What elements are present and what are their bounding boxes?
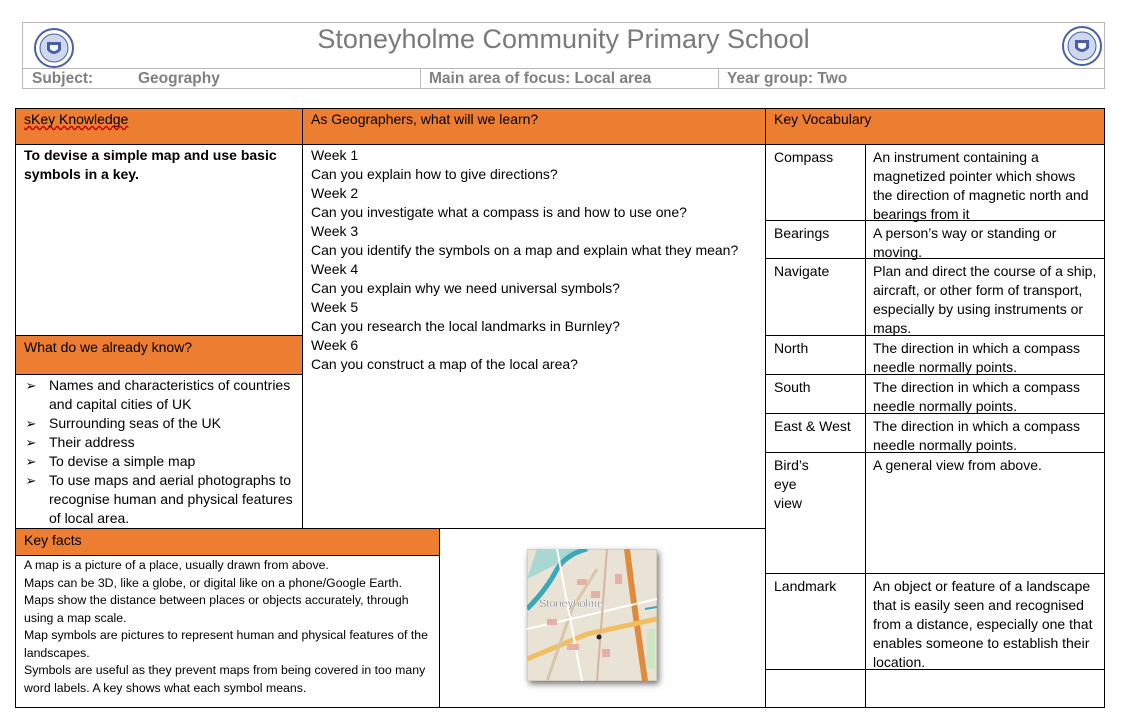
key-knowledge-heading: sKey Knowledge bbox=[15, 108, 303, 145]
arrow-bullet-icon: ➢ bbox=[25, 416, 37, 431]
week-label: Week 5 bbox=[311, 299, 359, 315]
vocab-term: North bbox=[765, 335, 866, 375]
key-facts-heading: Key facts bbox=[15, 528, 440, 556]
week-question: Can you investigate what a compass is and how to use one? bbox=[311, 204, 687, 220]
vocab-definition bbox=[865, 669, 1105, 708]
school-name: Stoneyholme Community Primary School bbox=[317, 24, 810, 54]
vocab-definition: An object or feature of a landscape that is easily seen and recognised from a distance, especially one that enables someone to establish their location. bbox=[865, 573, 1105, 670]
list-item: ➢ Surrounding seas of the UK bbox=[25, 415, 221, 431]
arrow-bullet-icon: ➢ bbox=[25, 473, 37, 488]
key-facts-text bbox=[15, 555, 440, 708]
fact-line: Symbols are useful as they prevent maps from being covered in too many word labels. A key shows what each symbol means. bbox=[24, 663, 426, 695]
vocab-definition: Plan and direct the course of a ship, aircraft, or other form of transport, especially by using instruments or maps. bbox=[865, 258, 1105, 336]
map-label: Stoneyholme bbox=[539, 598, 604, 610]
meta-divider bbox=[718, 68, 719, 89]
week-label: Week 2 bbox=[311, 185, 359, 201]
subject-label: Subject: bbox=[32, 70, 94, 87]
already-know-heading: What do we already know? bbox=[15, 335, 303, 375]
week-label: Week 3 bbox=[311, 223, 359, 239]
list-item: ➢ To devise a simple map bbox=[25, 453, 196, 469]
fact-line: Maps can be 3D, like a globe, or digital like on a phone/Google Earth. bbox=[24, 575, 403, 590]
fact-line: Maps show the distance between places or objects accurately, through using a map scale. bbox=[24, 593, 409, 625]
learn-weeks bbox=[302, 144, 766, 529]
list-item: ➢ Their address bbox=[25, 434, 135, 450]
vocab-definition: The direction in which a compass needle normally points. bbox=[865, 413, 1105, 453]
vocab-term: Landmark bbox=[765, 573, 866, 670]
list-item: ➢ To use maps and aerial photographs to recognise human and physical features of local area. bbox=[25, 472, 293, 526]
week-question: Can you explain why we need universal symbols? bbox=[311, 280, 620, 296]
week-label: Week 4 bbox=[311, 261, 359, 277]
week-question: Can you identify the symbols on a map and explain what they mean? bbox=[311, 242, 739, 258]
vocab-term: Compass bbox=[765, 144, 866, 221]
arrow-bullet-icon: ➢ bbox=[25, 378, 37, 393]
vocab-definition: The direction in which a compass needle normally points. bbox=[865, 374, 1105, 414]
week-question: Can you explain how to give directions? bbox=[311, 166, 558, 182]
subject-value: Geography bbox=[138, 70, 220, 87]
vocab-term: Navigate bbox=[765, 258, 866, 336]
fact-line: A map is a picture of a place, usually drawn from above. bbox=[24, 558, 329, 572]
vocab-term: Bird’s eye view bbox=[765, 452, 866, 574]
meta-divider bbox=[420, 68, 421, 89]
arrow-bullet-icon: ➢ bbox=[25, 435, 37, 450]
week-question: Can you research the local landmarks in Burnley? bbox=[311, 318, 620, 334]
fact-line: Map symbols are pictures to represent human and physical features of the landscapes. bbox=[24, 628, 428, 660]
week-label: Week 6 bbox=[311, 337, 359, 353]
vocab-term: South bbox=[765, 374, 866, 414]
week-label: Week 1 bbox=[311, 147, 359, 163]
key-knowledge-text: To devise a simple map and use basic symbols in a key. bbox=[15, 144, 303, 336]
vocab-definition: A general view from above. bbox=[865, 452, 1105, 574]
vocab-term: Bearings bbox=[765, 220, 866, 259]
week-question: Can you construct a map of the local area? bbox=[311, 356, 578, 372]
already-know-list bbox=[15, 374, 303, 529]
list-item: ➢ Names and characteristics of countries and capital cities of UK bbox=[25, 377, 291, 412]
arrow-bullet-icon: ➢ bbox=[25, 454, 37, 469]
vocab-heading: Key Vocabulary bbox=[765, 108, 1105, 145]
learn-heading: As Geographers, what will we learn? bbox=[302, 108, 766, 145]
year-group: Year group: Two bbox=[727, 70, 848, 87]
vocab-definition: A person’s way or standing or moving. bbox=[865, 220, 1105, 259]
vocab-term bbox=[765, 669, 866, 708]
local-area-map-image bbox=[527, 549, 657, 681]
vocab-definition: The direction in which a compass needle normally points. bbox=[865, 335, 1105, 375]
focus-area: Main area of focus: Local area bbox=[429, 70, 652, 87]
vocab-term: East & West bbox=[765, 413, 866, 453]
vocab-definition: An instrument containing a magnetized pointer which shows the direction of magnetic north and bearings from it bbox=[865, 144, 1105, 221]
